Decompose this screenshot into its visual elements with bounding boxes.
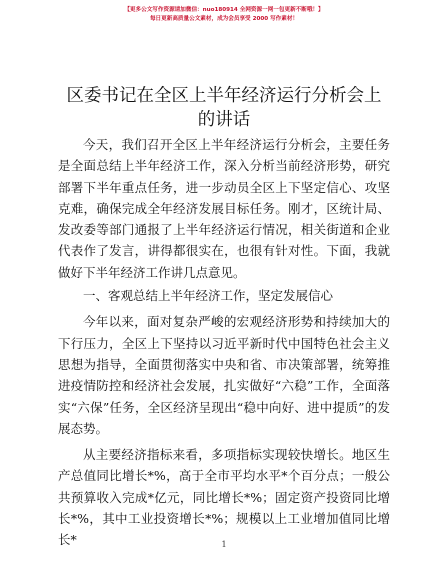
paragraph-intro: 今天，我们召开全区上半年经济运行分析会，主要任务是全面总结上半年经济工作，深入分析当前经济形势，研究部署下半年重点任务，进一步动员全区上下坚定信心、攻坚克难，确保完成全年经济发展目标任务。刚才，区统计局、发改委等部门通报了上半年经济运行情况，相关街道和企业代表作了发言，讲得都很实在，也很有针对性。下面，我就做好下半年经济工作讲几点意见。 bbox=[58, 137, 390, 280]
page-number: 1 bbox=[221, 540, 227, 549]
document-title: 区委书记在全区上半年经济运行分析会上的讲话 bbox=[66, 86, 382, 130]
promo-banner-line-2: 每日更新高质量公文素材，成为会员享受 2000 写作素材！ bbox=[149, 16, 299, 22]
promo-banner bbox=[0, 6, 448, 24]
paragraph-indicators: 从主要经济指标来看，多项指标实现较快增长。地区生产总值同比增长*%，高于全市平均水平*个百分点；一般公共预算收入完成*亿元，同比增长*%；固定资产投资同比增长*%，其中工业投资增长*%；规模以上工业增加值同比增长* bbox=[58, 447, 390, 548]
document-body bbox=[58, 134, 390, 551]
promo-banner-line-1: 【更多公文写作资源请加微信：nuo180914 全网资源一网一包更新不断哦！】 bbox=[124, 7, 324, 13]
paragraph-review: 今年以来，面对复杂严峻的宏观经济形势和持续加大的下行压力，全区上下坚持以习近平新时代中国特色社会主义思想为指导，全面贯彻落实中央和省、市决策部署，统筹推进疫情防控和经济社会发展，扎实做好“六稳”工作，全面落实“六保”任务，全区经济呈现出“稳中向好、进中提质”的发展态势。 bbox=[58, 314, 390, 436]
section-heading-1: 一、客观总结上半年经济工作，坚定发展信心 bbox=[83, 288, 334, 304]
